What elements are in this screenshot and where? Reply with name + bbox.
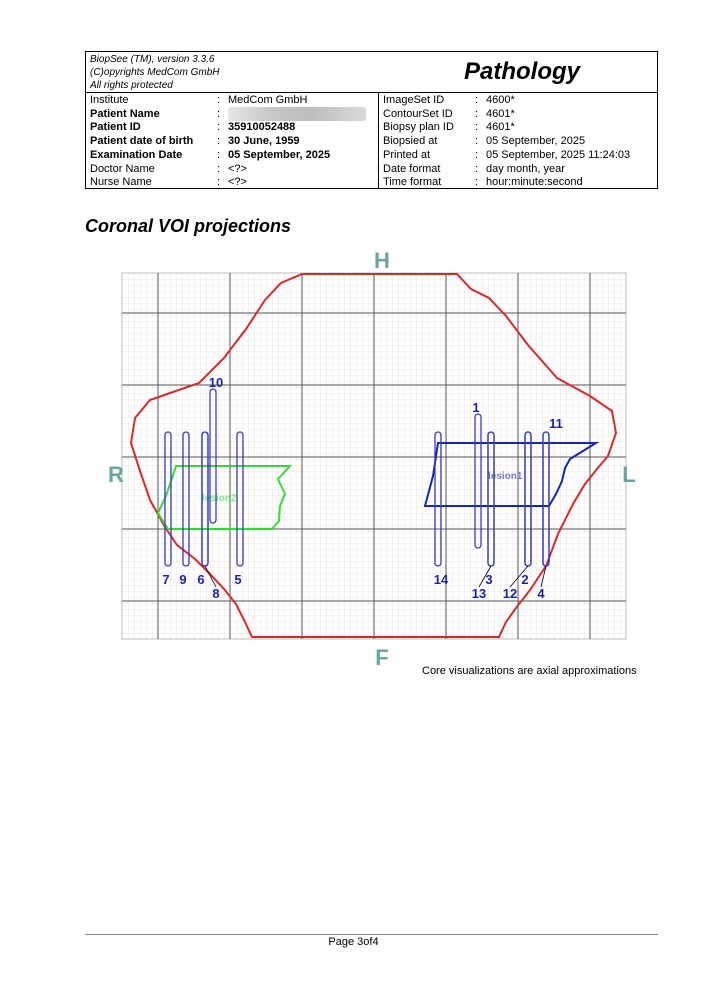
right-field-label: Time format	[383, 176, 442, 189]
orientation-head-label: H	[374, 248, 390, 273]
page-number: Page 3of4	[328, 936, 379, 948]
field-separator: :	[475, 148, 479, 161]
left-field-label: Nurse Name	[90, 176, 152, 189]
core-label-13: 13	[471, 586, 487, 601]
rights-text: All rights protected	[90, 80, 173, 91]
core-label-11: 11	[549, 416, 563, 431]
field-separator: :	[475, 176, 479, 189]
right-field-value: day month, year	[486, 162, 565, 175]
field-separator: :	[475, 107, 479, 120]
section-title: Coronal VOI projections	[85, 216, 292, 236]
field-separator: :	[217, 176, 221, 189]
right-field-value: hour:minute:second	[486, 176, 583, 189]
right-field-value: 05 September, 2025 11:24:03	[486, 148, 631, 161]
core-label-5: 5	[234, 572, 242, 587]
document-title: Pathology	[463, 58, 580, 85]
right-field-label: Biopsied at	[383, 135, 438, 148]
left-field-value: 35910052488	[228, 121, 296, 134]
core-label-7: 7	[162, 572, 170, 587]
visualization-note: Core visualizations are axial approximations	[422, 665, 637, 677]
core-label-14: 14	[433, 572, 449, 587]
left-field-label: Doctor Name	[90, 162, 155, 175]
footer-rule	[85, 934, 658, 935]
left-field-value: <?>	[228, 176, 247, 189]
right-field-label: Date format	[383, 162, 441, 175]
field-separator: :	[217, 94, 221, 106]
app-name: BiopSee (TM), version 3.3.6	[90, 54, 215, 65]
core-label-2: 2	[521, 572, 529, 587]
right-field-label: ImageSet ID	[383, 94, 445, 106]
core-label-3: 3	[485, 572, 493, 587]
core-label-9: 9	[179, 572, 187, 587]
right-field-label: Biopsy plan ID	[383, 121, 454, 134]
left-field-label: Institute	[90, 94, 129, 106]
left-field-label: Patient Name	[90, 107, 160, 120]
core-label-4: 4	[537, 586, 545, 601]
core-label-12: 12	[502, 586, 518, 601]
left-field-label: Examination Date	[90, 148, 183, 161]
lesion2-label: lesion2	[202, 493, 237, 504]
core-label-1: 1	[472, 400, 480, 415]
field-separator: :	[217, 135, 221, 148]
right-field-label: ContourSet ID	[383, 107, 453, 120]
field-separator: :	[475, 162, 479, 175]
field-separator: :	[217, 121, 221, 134]
right-field-value: 4601*	[486, 121, 515, 134]
left-field-label: Patient ID	[90, 121, 141, 134]
core-label-8: 8	[212, 586, 220, 601]
lesion1-label: lesion1	[488, 471, 523, 482]
right-field-value: 05 September, 2025	[486, 135, 586, 148]
field-separator: :	[475, 94, 479, 106]
field-separator: :	[475, 135, 479, 148]
core-label-10: 10	[208, 375, 224, 390]
right-field-value: 4601*	[486, 107, 515, 120]
left-field-label: Patient date of birth	[90, 135, 194, 148]
field-separator: :	[475, 121, 479, 134]
copyright-text: (C)opyrights MedCom GmbH	[90, 67, 220, 78]
left-field-value: MedCom GmbH	[228, 94, 308, 106]
core-label-6: 6	[197, 572, 205, 587]
field-separator: :	[217, 148, 221, 161]
field-separator: :	[217, 162, 221, 175]
left-field-value: <?>	[228, 162, 247, 175]
left-field-value: 30 June, 1959	[228, 135, 300, 148]
orientation-foot-label: F	[375, 645, 389, 670]
right-field-value: 4600*	[486, 94, 515, 106]
orientation-left-label: L	[622, 462, 636, 487]
right-field-label: Printed at	[383, 148, 431, 161]
orientation-right-label: R	[108, 462, 124, 487]
left-field-value: 05 September, 2025	[228, 148, 331, 161]
field-separator: :	[217, 107, 221, 120]
